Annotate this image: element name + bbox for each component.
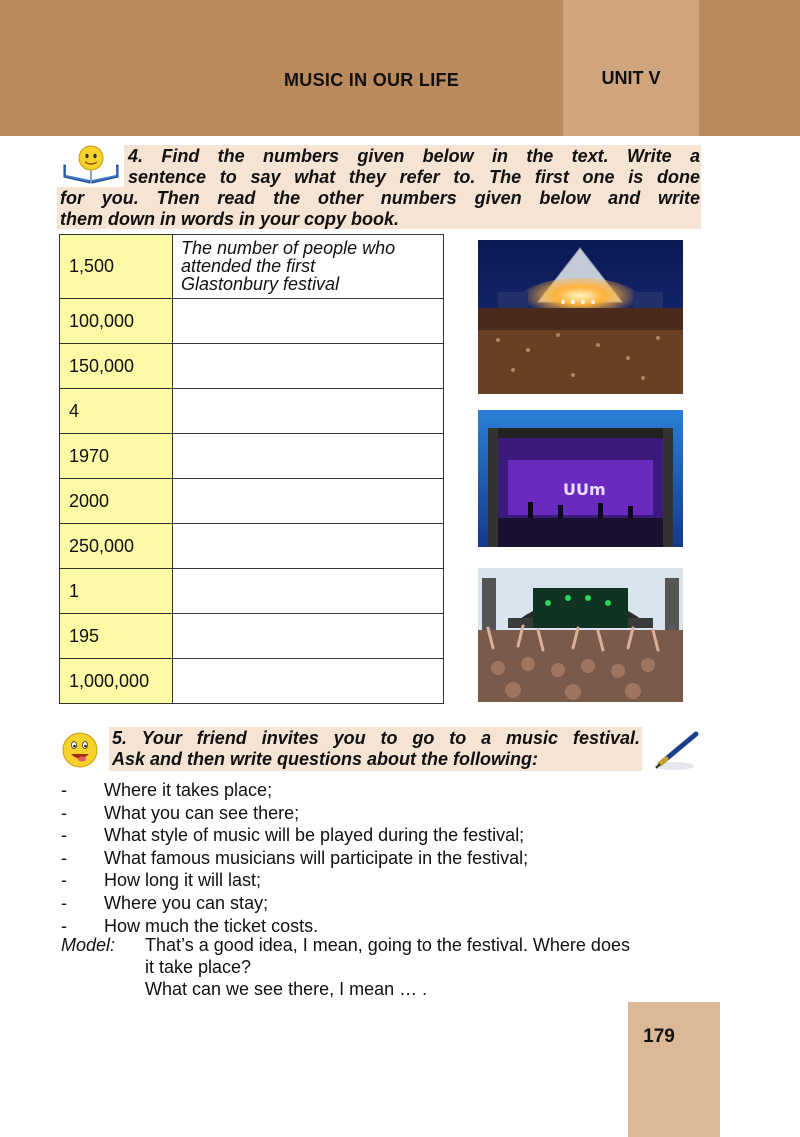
- table-row: [60, 524, 444, 569]
- exercise-4-line-2: sentence to say what they refer to. The first one is done: [128, 167, 700, 187]
- exercise-4-line-1: 4. Find the numbers given below in the text. Write a: [128, 146, 700, 166]
- description-cell[interactable]: [173, 434, 444, 479]
- description-cell[interactable]: [173, 299, 444, 344]
- list-item-text: Where it takes place;: [104, 780, 273, 800]
- unit-tab: [563, 0, 699, 136]
- table-row: [60, 614, 444, 659]
- festival-photo-night-stage: [478, 410, 683, 547]
- number-cell: 4: [60, 389, 173, 434]
- description-line: The number of people who: [181, 237, 396, 258]
- number-cell: 1970: [60, 434, 173, 479]
- description-cell[interactable]: [173, 235, 444, 299]
- list-item-text: What style of music will be played during the festival;: [104, 825, 525, 846]
- smiley-icon: [60, 730, 102, 772]
- table-row: [60, 235, 444, 299]
- number-cell: 150,000: [60, 344, 173, 389]
- description-cell[interactable]: [173, 614, 444, 659]
- page-number-tab: [628, 1002, 720, 1137]
- list-item-text: What you can see there;: [104, 802, 300, 823]
- festival-photo-crowd: [478, 568, 683, 702]
- questions-list: [61, 779, 528, 937]
- table-row: [60, 299, 444, 344]
- description-line: Glastonbury festival: [181, 273, 340, 294]
- table-row: [60, 344, 444, 389]
- list-item: - What famous musicians will participate in the festival;: [61, 847, 529, 868]
- model-body: [145, 934, 705, 1000]
- description-cell[interactable]: [173, 479, 444, 524]
- description-cell[interactable]: [173, 389, 444, 434]
- list-item-text: How much the ticket costs.: [104, 915, 319, 936]
- exercise-4-line-4: them down in words in your copy book.: [60, 209, 400, 229]
- list-item-text: What famous musicians will participate in the festival;: [104, 847, 529, 868]
- number-cell: 2000: [60, 479, 173, 524]
- list-item: - What you can see there;: [61, 802, 300, 823]
- number-cell: 1,500: [60, 235, 173, 299]
- number-cell: 195: [60, 614, 173, 659]
- svg-text:UUm: UUm: [563, 480, 606, 499]
- exercise-5-line-2: Ask and then write questions about the following:: [112, 749, 539, 769]
- table-row: [60, 434, 444, 479]
- list-item: - What style of music will be played during the festival;: [61, 825, 525, 846]
- number-cell: 1,000,000: [60, 659, 173, 704]
- number-cell: 250,000: [60, 524, 173, 569]
- description-line: attended the first: [181, 255, 316, 276]
- list-item: - Where it takes place;: [61, 780, 273, 800]
- list-item-text: Where you can stay;: [104, 892, 269, 913]
- description-cell[interactable]: [173, 659, 444, 704]
- list-item: - How much the ticket costs.: [61, 915, 319, 936]
- exercise-5-line-1: 5. Your friend invites you to go to a music festival.: [112, 728, 640, 748]
- list-item: - Where you can stay;: [61, 892, 269, 913]
- list-item-text: How long it will last;: [104, 870, 262, 891]
- exercise-4-line-3: for you. Then read the other numbers given below and write: [60, 188, 700, 208]
- number-cell: 100,000: [60, 299, 173, 344]
- model-label-text: Model: [61, 935, 111, 955]
- table-row: [60, 479, 444, 524]
- table-row: [60, 569, 444, 614]
- pen-icon: [652, 730, 700, 772]
- page-number: 179: [643, 1026, 675, 1047]
- model-line: That’s a good idea, I mean, going to the festival. Where does: [145, 935, 630, 955]
- model-line: What can we see there, I mean … .: [145, 979, 428, 999]
- description-cell[interactable]: [173, 344, 444, 389]
- page-title: MUSIC IN OUR LIFE: [284, 70, 460, 90]
- unit-label: UNIT V: [601, 68, 661, 88]
- list-item: - How long it will last;: [61, 870, 262, 891]
- description-cell[interactable]: [173, 569, 444, 614]
- model-label: Model:: [61, 935, 116, 955]
- numbers-table: [59, 234, 444, 704]
- festival-photo-pyramid-stage: [478, 240, 683, 394]
- number-cell: 1: [60, 569, 173, 614]
- table-row: [60, 389, 444, 434]
- book-smiley-icon: [60, 143, 122, 185]
- model-line: it take place?: [145, 957, 252, 977]
- table-row: [60, 659, 444, 704]
- description-cell[interactable]: [173, 524, 444, 569]
